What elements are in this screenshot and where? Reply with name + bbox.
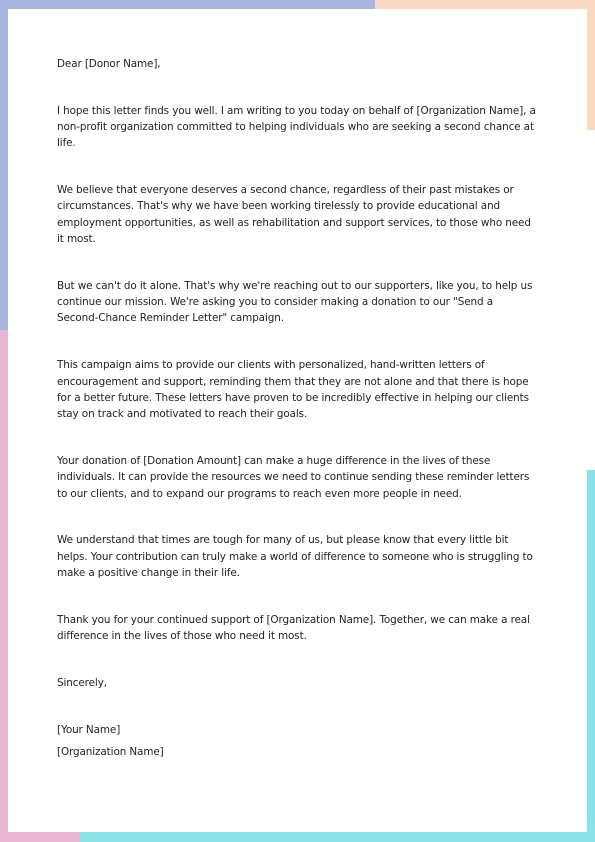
signature-name: [Your Name] <box>57 723 121 736</box>
salutation: Dear [Donor Name], <box>57 58 161 70</box>
signature-organization: [Organization Name] <box>57 746 164 759</box>
paragraph-7: Thank you for your continued support of [Organization Name]. Together, we can make a real difference in the lives of those who need it most. <box>57 613 530 643</box>
paragraph-4: This campaign aims to provide our clients with personalized, hand-written letters of encouragement and support, reminding them that they are not alone and that there is hope for a better future. These letters have proven to be incredibly effective in helping our clients stay on track and motivated to reach their goals. <box>57 359 529 421</box>
paragraph-1: I hope this letter finds you well. I am writing to you today on behalf of [Organization Name], a non-profit organization committed to helping individuals who are seeking a second chance at life. <box>57 104 536 150</box>
closing: Sincerely, <box>57 676 107 689</box>
paragraph-5: Your donation of [Donation Amount] can make a huge difference in the lives of these individuals. It can provide the resources we need to continue sending these reminder letters to our clients, and to expand our programs to reach even more people in need. <box>57 454 530 500</box>
paragraph-2: We believe that everyone deserves a second chance, regardless of their past mistakes or circumstances. That's why we have been working tirelessly to provide educational and employment opportunities, as well as rehabilitation and support services, to those who need it most. <box>57 184 531 246</box>
paragraph-6: We understand that times are tough for many of us, but please know that every little bit helps. Your contribution can truly make a world of difference to someone who is struggling to make a positive change in their life. <box>57 534 533 579</box>
letter-body <box>57 56 537 761</box>
paragraph-3: But we can't do it alone. That's why we're reaching out to our supporters, like you, to help us continue our mission. We're asking you to consider making a donation to our "Send a Second-Chance Reminder Letter" campaign. <box>57 279 533 325</box>
